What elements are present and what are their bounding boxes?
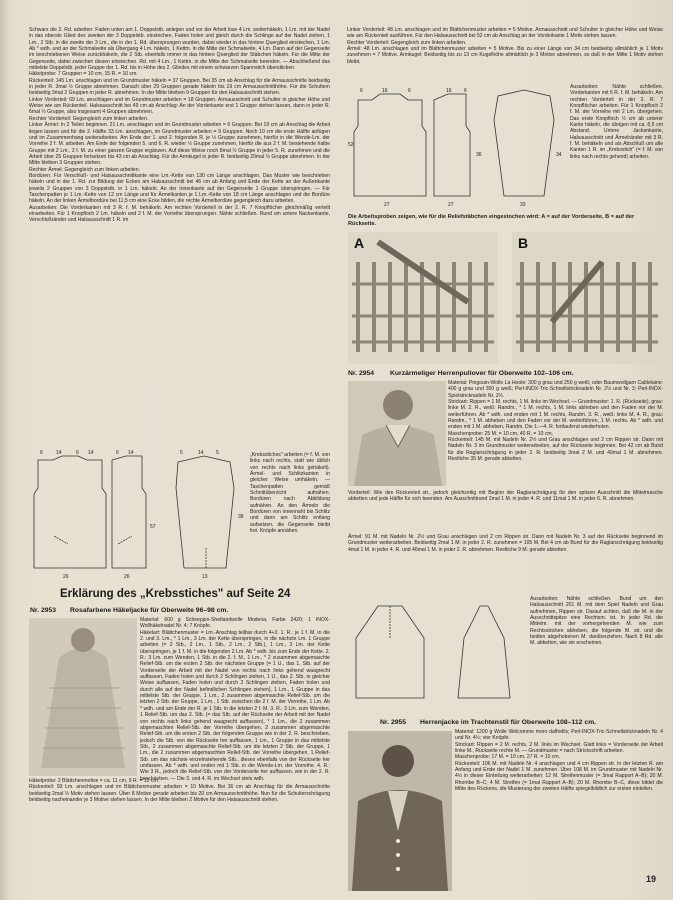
article-2953-text <box>140 617 330 782</box>
paragraph: Ausarbeiten: Nähte schließen. Bund um den Halsausschnitt 201 M. mit dem Spiel Nadeln und Grau aufnehmen, Rippen str. Darauf achten, daß die M. in der Ausschnittspitze eine Rechtsm. ist. In jeder Rd. die Mittelm. mit der vorhergehenden M. wie zum Rechtsstricken abheben, die folgende M. str. und die beiden abgehobenen M. darüberziehen. Nach 8 Rd. alle M. abketten, wie sie erscheinen. <box>530 596 663 647</box>
article-2954-text-full <box>348 490 663 534</box>
right-column-text <box>347 27 663 81</box>
dim-label: 6 <box>408 88 411 94</box>
dim-label: 6 <box>76 450 79 456</box>
figure-label-b: B <box>518 235 529 251</box>
article-number: Nr. 2954 <box>348 370 375 377</box>
schema-right-note <box>570 84 663 210</box>
paragraph: Linker Ärmel: In 2 Teilen beginnen. 21 Lm. anschlagen und im Grundmuster arbeiten = 6 Gruppen. Bei 19 cm ab Anschlag die Arbeit liegen lassen und für die 2. Hälfte 33 Lm. anschlagen, im Grundmuster arbeiten = 9 Gruppen. Noch 10 cm die erste Hälfte anfügen und im Zusammenhang weiterarbeiten. Am Ende der 1. und 2. folgenden R. je ½ Gruppe zunehmen, hierfür in die Wende-Lm. der Vorreihe 2 f. M. arbeiten. Am Ende der folgenden 5. und 6. R. wieder ½ Gruppe zunehmen, hierfür die aus 2 f. M. bestehende halbe Gruppe mit 2 Lm., 2 f. M. zu einer ganzen Gruppe ergänzen. Auf diese Weise noch 8mal ½ Gruppe in jeder 5. R. zunehmen und die Arbeit über 25 Gruppen fortsetzen bis 43 cm ab Anschlag. Für die Armkugel in jeder R. beidseitig 20mal ½ Gruppe abnehmen. In der Mitte bleiben 3 Gruppen stehen. <box>29 122 330 167</box>
dim-label: 6 <box>464 88 467 94</box>
paragraph: Rückenteil: 93 Lm. anschlagen und im Blättchenmuster arbeiten = 10 Motive. Bei 36 cm ab Anschlag für die Armausschnitte beidseitig 2mal ½ Motiv stehen lassen. Über 8 Motive gerade arbeiten bis 20 cm Armausschnitthöhe. Nun für die Schulterschrägung beidseitig nacheinander je 3 Motive stehen lassen. In der Mitte bleiben 2 Motive für den Halsausschnitt stehen. <box>29 784 330 804</box>
dim-label: 6 <box>360 88 363 94</box>
paragraph: Rückenteil: 145 Lm. anschlagen und im Grundmuster häkeln = 37 Gruppen. Bei 35 cm ab Anschlag für die Armausschnitte beidseitig in jeder R. 3mal ½ Gruppe abnehmen. Danach über 29 Gruppen gerade häkeln bis 19 cm Armausschnitthöhe. Für die Schultern beidseitig 3mal 2 Gruppen in jeder R. abnehmen. In der Mitte bleiben 9 Gruppen für den Halsausschnitt stehen. <box>29 77 330 97</box>
dim-label: 14 <box>88 450 94 456</box>
dim-label: 16 <box>446 88 452 94</box>
paragraph: Rückenteil: 106 M. mit Nadeln Nr. 4 anschlagen und 4 cm Rippen str. In der letzten R. am Anfang und Ende der Nadel 1 M. zunehmen. Über 108 M. im Grundmuster mit Nadeln Nr. 4½ in dieser Einteilung weiterarbeiten: 12 M. Streifenmuster (= 3mal Rapport A–B); 20 M. Rhombe B–C; 4 M. Streifen (= 1mal Rapport A–B); 20 M. Rhombe B–C, diese bildet die Mitte des Rückens, die Musterung der zweiten Hälfte spiegelbildlich zur ersten einteilen. <box>455 760 663 793</box>
paragraph: Bordüren: Für Verschluß- und Halsausschnittkante eine Lm.-Kette von 130 cm Länge anschlagen. Das Muster wie beschrieben häkeln und in der 1. Rd. zur Bildung der Ecken am Halsausschnitt bei 46 cm ab Anfang und Ende der Kette an der Außenkante jeweils 2 Gruppen von 3 Doppelstb. in 1 Lm. häkeln. An der Innenkante auf der Gegenseite 1 Gruppe überspringen. — Für Taschenpatten je 1 Lm.-Kette von 12 cm Länge und für Ärmelkanten je 1 Lm.-Kette von 18 cm Länge anschlagen und die Bordüre häkeln. An der linken Ärmelbordüre bei 11,5 cm eine Ecke bilden, die rechte Ärmelbordüre gegengleich dazu arbeiten. <box>29 172 330 205</box>
dim-label: 14 <box>128 450 134 456</box>
dim-label: 38 <box>238 514 244 520</box>
sample-photo-a <box>348 232 498 364</box>
left-column-text <box>29 27 330 450</box>
paragraph: Material: Pingouin-Wolle La Hoole: 300 g grau und 250 g weiß; oder Baumwollgarn Cablelaine: 400 g grau und 350 g weiß; Perl-INOX-Tric-Schnellstricknadeln Nr. 2½ und Nr. 3; Perl-INOX-Spielstricknadeln Nr. 2½. <box>448 380 663 399</box>
paragraph: Schwarz die 2. Rd. arbeiten: Faden unten am 1. Doppelstb. anlegen und vor der Arbeit lose 4 Lm. weiterhäkeln, 1 Lm. mit der Nadel in das oberste Glied des zweiten der 3 Doppelstb. einstechen, Faden holen und gleich durch die Schlinge auf der Nadel ziehen, 1 Lm., 2 Stb. in die zweite der 3 Lm., die in der 1. Rd. übersprungen wurden, dabei wieder in das hintere Querglied einstechen, 1 Lm. Ab * wdh. und an der Schmalseite als Übergang 4 Lm. häkeln, 1 Kettm. in die Mitte der Schmalseite, 4 Lm. Dann auf der Gegenseite im beschriebenen Weise zurückhäkeln, die 2 Stb. ebenfalls immer in das hintere Querglied der Stäbchen häkeln. Für die Mitte der Gegenseite, dabei zwischen diesen einstechen. Rd. mit 4 Lm., 1 Kettm. in die Mitte der Schmalseite beenden. — Abschließend das mittelste Doppelstb. jeder Gruppe der 1. Rd. bis in Höhe des 2. Gliedes mit einem schwarzen Spannstich überstiicken. <box>29 27 330 72</box>
page-number: 19 <box>646 874 657 884</box>
dim-label: 16 <box>382 88 388 94</box>
article-title: Herrenjacke im Trachtenstil für Oberweite 108–112 cm. <box>420 719 597 726</box>
pattern-schema-right <box>348 86 574 210</box>
dim-label: 57 <box>150 524 156 530</box>
dim-label: 36 <box>476 152 482 158</box>
paragraph: Rechter Vorderteil: Gegengleich zum linken arbeiten. <box>29 115 149 122</box>
paragraph: Häkelart: Blättchenmuster = Lm.-Anschlag teilbar durch 4+3. 1. R.: je 1 f. M. in die 2. und 3. Lm., * 1 Lm., 3 Lm. der Kette überspringen, in die nächste Lm. 1 Gruppe arbeiten (= 2 Stb., 2 Lm., 1 Stb., 2 Lm., 2 Stb.), 1 Lm., 3 Lm. der Kette überspringen, je 1 f. M. in die folgenden 2 Lm. Ab * wdh. bis zum Ende der Kette. 2. R.: 3 Lm. zum Wenden, 1 Stb. in die 2. f. M., 1 Lm., * 2 zusammen abgemaschte Relief-Stb. um die ersten 2 Stb. der nächsten Gruppe (= 1 U., das 1. Stb. auf der Vorderseite der Arbeit mit der Nadel von rechts nach links gehend waagrecht auffassen, Faden holen und durch 2 Schlingen ziehen, 1 U., das 2. Stb. in gleicher Weise auffassen, Faden holen und durch 2 Schlingen ziehen, Faden holen und durch alle auf der Nadel befindlichen Schlingen ziehen), 1 Lm., 1 Gruppe in das mittelste Stb. der Gruppe, 1 Lm., 2 zusammen abgemaschte Relief-Stb. um die letzten 2 Stb. der Gruppe, 1 Lm., 1 Stb. zwischen die 2 f. M. der Vorreihe, 1 Lm. Ab * wdh. und am Ende der R. je 1 Stb. in die letzten 2 f. M. 3. R.: 3 Lm. zum Wenden, 1 Relief-Stb. um das 2. Stb. (= das Stb. auf der Rückseite der Arbeit mit der Nadel von rechts nach links gehend waagrecht auffassen), * 1 Lm., die 2 zusammen abgemaschten Relief-Stb. der Vorreihe übergehen, 2 zusammen abgemaschte Relief-Stb. um die ersten 2 Stb. der folgenden Gruppe wie in der 2. R. beschrieben, jedoch die Stb. von der Rückseite her auffassen, 1 Lm., 1 Gruppe in das mittelste Stb., 2 zusammen abgemaschte Relief-Stb. um die letzten 2 Stb. der Gruppe, 1 Lm., die 2 zusammen abgemaschten Relief-Stb. der Vorreihe übergehen, 1 Relief-Stb. um das nächste einzelnstehende Stb., dieses ebenfalls von der Rückseite her umfassen. Ab * wdh. und enden mit 1 Stb. in die Wende-Lm. der Vorreihe. 4. R.: Wie 3 R., jedoch die Relief-Stb. von der Vorderseite her auffassen, wie in der 2. R. beschrieben. — Die 3. und 4. R. im Wechsel stets wdh. <box>140 629 330 782</box>
article-2954-text-narrow <box>348 534 663 594</box>
article-title: Rosafarbene Häkeljacke für Oberweite 96–98 cm. <box>70 607 229 614</box>
dim-label: 6 <box>40 450 43 456</box>
dim-label: 26 <box>124 574 130 580</box>
dim-label: 6 <box>116 450 119 456</box>
sample-photo-b <box>512 232 662 364</box>
dim-label: 27 <box>448 202 454 208</box>
figure-label-a: A <box>354 235 365 251</box>
paragraph: Material: 1200 g Wolle Welcomme moro daffodils; Perl-INOX-Tric-Schnellstricknadeln Nr. 4 und Nr. 4½; vier Knöpfe. <box>455 729 663 742</box>
article-2953-text-bottom <box>29 778 330 888</box>
paragraph: Linker Vorderteil: 69 Lm. anschlagen und im Grundmuster arbeiten = 18 Gruppen. Armausschnitt und Schulter in gleicher Höhe und Weise wie am Rückenteil. Halsausschnitt bei 49 cm ab Anschlag: An der Vorderkante erst 1 Gruppe stehen lassen, dann in jeder R. 6mal ½ Gruppe, also insgesamt 4 Gruppen abnehmen. <box>29 96 330 116</box>
paragraph: Vorderteil: Wie den Rückenteil str., jedoch gleichzeitig mit Beginn der Raglanschrägung für den spitzen Ausschnitt die Mittelmasche abketten und jede Hälfte für sich beenden. Am Ausschnittrand 2mal 1 M. in jeder 4. R. und 11mal 1 M. in jeder 6. R. abnehmen. <box>348 490 663 503</box>
dim-label: 33 <box>520 202 526 208</box>
dim-label: 13 <box>202 574 208 580</box>
dim-label: 5 <box>216 450 219 456</box>
paragraph: Ausarbeiten: Die Vorderkanten mit 3 R. f. M. behäkeln. Am rechten Vorderteil in der 2. R. 7 Knopflöcher gleichmäßig verteilt einarbeiten. Für 1 Knopfloch 2 Lm. häkeln und 2 f. M. der Vorreihe übersprungen. Nähte schließen. Rund um untere Nackenkante, Verschlußränder und Halsausschnitt 1 R. im <box>29 204 330 224</box>
paragraph: Rechter Vorderteil: Gegengleich zum linken arbeiten. <box>347 39 467 46</box>
paragraph: Maschenprobe: 25 M. = 10 cm, 40 R. = 10 cm. <box>448 430 554 437</box>
paragraph: Rechter Ärmel: Gegengleich zum linken arbeiten. <box>29 166 140 173</box>
pattern-schema-left <box>28 448 268 588</box>
article-number: Nr. 2953 <box>30 607 57 614</box>
pattern-schema-pullover <box>348 598 528 708</box>
dim-label: 26 <box>63 574 69 580</box>
paragraph: Strickart: Rippen = 1 M. rechts, 1 M. links im Wechsel. — Grundmuster: 1. R. (Rückseite), grau: linke M. 2. R., weiß: Randm., * 1 M. rechts, 1 M. links abheben und den Faden vor der M. weiterführen. Ab * wdh. und enden mit 1 M. rechts, Randm. 3. R., weiß: linke M. 4. R., grau: Randm., * 1 M. abheben und den Faden vor der M. weiterführen, 1 M. rechts. Ab * wdh. und enden mit 1 M. abheben, Randm. Die 1.—4. R. fortlaufend wiederholen. <box>448 399 663 431</box>
jacket-photo <box>29 618 137 776</box>
paragraph: Linker Vorderteil: 48 Lm. anschlagen und im Blättchenmuster arbeiten = 5 Motive. Armausschnitt und Schulter in gleicher Höhe und Weise wie am Rückenteil ausführen. Für den Halsausschnitt bei 52 cm ab Anschlag an der Vorderkante 1 Motiv stehen lassen. <box>347 27 663 40</box>
paragraph: Ärmel: 91 M. mit Nadeln Nr. 2½ und Grau anschlagen und 2 cm Rippen str. Dann mit Nadeln Nr. 3 auf der Rückseite beginnend im Grundmuster weiterarbeiten. Beidseitig 2mal 1 M. in jeder 2. R. zunehmen = 105 M. Bei 4 cm ab Bund für die Raglanschrägung beidseitig 4mal 1 M. in jeder 4. R. und 46mal 1 M. in jeder 2. R. abnehmen. Restliche 9 M. gerade abketten. <box>348 534 663 553</box>
article-2954-text-side <box>530 596 663 714</box>
paragraph: Häkelprobe: 2 Blättchenmotive = ca. 11 cm, 9 R. = 12 cm. <box>29 778 160 784</box>
paragraph: Rückenteil: 145 M. mit Nadeln Nr. 2½ und Grau anschlagen und 2 cm Rippen str. Dann mit Nadeln Nr. 3 im Grundmuster weiterarbeiten, auf der Rückseite beginnen. Bei 42 cm ab Bund für die Raglanschrägung in jeder 2. R. beidseitig 3mal 2 M. und 49mal 1 M. abnehmen. Restliche 35 M. gerade abketten. <box>448 437 663 463</box>
dim-label: 14 <box>198 450 204 456</box>
article-number: Nr. 2955 <box>380 719 407 726</box>
paragraph: Ausarbeiten: Nähte schließen. Vorderkanten mit 6 R. f. M. behäkeln. Am rechten Vorderteil in der 3. R. 7 Knopflöcher arbeiten. Für 1 Knopfloch 2 f. M. der Vorreihe mit 2 Lm. übergehen. Das erste Knopfloch ½ cm ab unterer Kante häkeln, die übrigen mit ca. 8,5 cm Abstand. Untere Jackenkante, Halsausschnitt und Ärmelränder mit 3 R. f. M. behäkeln und als Abschluß um alle Kanten 1 R. im „Krebsstich" (= f. M. von links nach rechts gehend) arbeiten. <box>570 84 663 160</box>
dim-label: 52 <box>348 142 354 148</box>
article-2954-text <box>448 380 663 490</box>
article-2955-text <box>455 729 663 891</box>
article-title: Kurzärmeliger Herrenpullover für Oberweite 102–106 cm. <box>390 370 574 377</box>
figure-caption: Die Arbeitsproben zeigen, wie für die Reliefstäbchen eingestochen wird: A = auf der Vorderseite, B = auf der Rückseite. <box>348 214 635 227</box>
paragraph: Ärmel: 48 Lm. anschlagen und im Blättchenmuster arbeiten = 5 Motive. Bis zu einer Länge von 34 cm beidseitig allmählich je 1 Motiv zunehmen = 7 Motive. Armkugel: Beidseitig bis zu 13 cm Kugelhöhe allmählich je 3 Motive abnehmen, so daß in der Mitte 1 Motiv stehen bleibt. <box>347 46 663 65</box>
jacket-man-photo <box>348 731 452 891</box>
section-banner: Erklärung des „Krebsstiches" auf Seite 24 <box>60 588 291 600</box>
schema-note-text <box>250 452 330 584</box>
paragraph: Maschenprobe: 17 M. = 10 cm, 27 R. = 10 cm. <box>455 754 561 761</box>
paragraph: „Krebsstiches" arbeiten (= f. M. von links nach rechts, statt wie üblich von rechts nach links gehäkelt). Ärmel- und Schlitzkanten in gleicher Weise umhäkeln. — Taschenpatten gemäß Schnittüberzicht aufnähen. Bordüren nach Abbildung aufnähen. An den Ärmeln die Bordüren von innennaht bis Schlitz und dann am Schlitz entlang aufsetzen, die Gegenseite bleibt frei. Knöpfe annähen. <box>250 452 330 535</box>
dim-label: 14 <box>56 450 62 456</box>
pullover-photo <box>348 381 446 486</box>
dim-label: 5 <box>180 450 183 456</box>
paragraph: Häkelprobe: 7 Gruppen = 10 cm, 15 R. = 10 cm. <box>29 71 138 78</box>
paragraph: Material: 600 g Scheepjes-Shetlandwolle Modena, Farbe 2420; 1 INOX-Wollhäkelnadel Nr. 4; 7 Knöpfe. <box>140 617 330 630</box>
dim-label: 27 <box>384 202 390 208</box>
dim-label: 34 <box>556 152 562 158</box>
paragraph: Strickart: Rippen = 2 M. rechts, 2 M. links im Wechsel. Glatt links = Vorderseite der Arbeit linke M., Rückseite rechte M. — Grundmuster = nach Strickschrift arbeiten. <box>455 741 663 755</box>
